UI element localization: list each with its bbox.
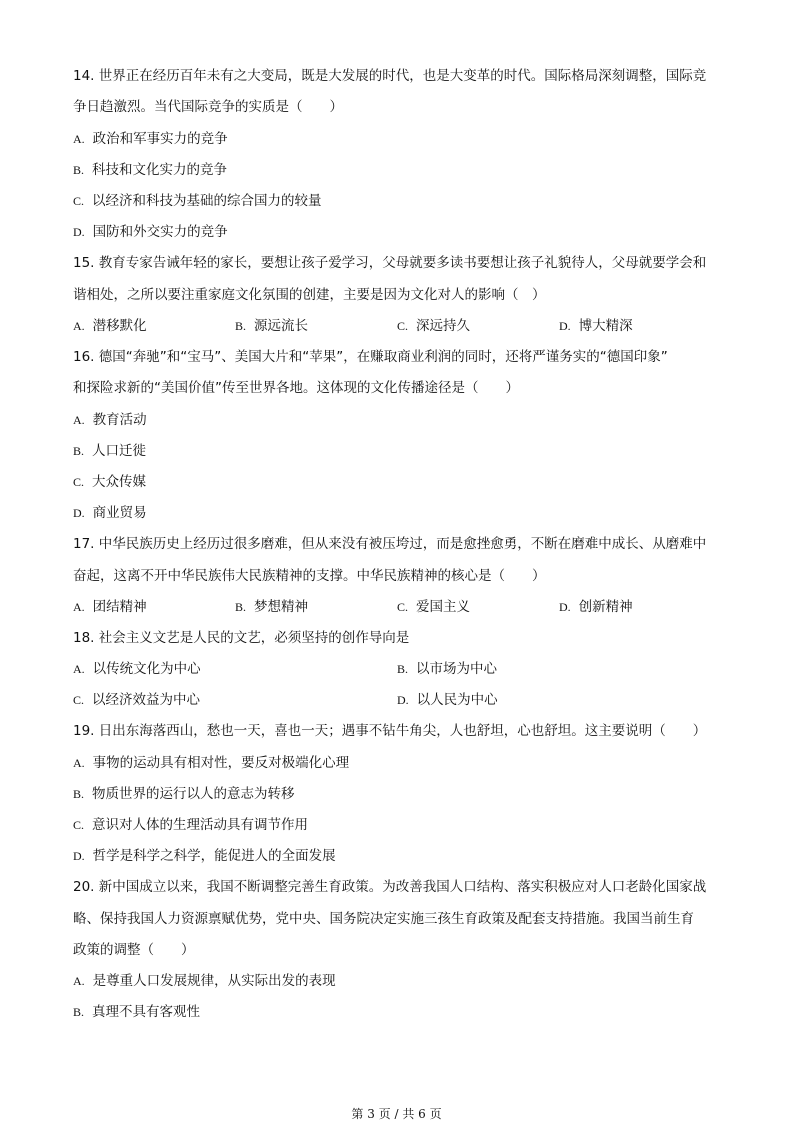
q18-option-c: C. 以经济效益为中心 [73,692,201,708]
q14-option-d: D. 国防和外交实力的竞争 [73,224,228,240]
q19-option-a: A. 事物的运动具有相对性，要反对极端化心理 [73,755,350,771]
q20-stem-line-1: 20. 新中国成立以来，我国不断调整完善生育政策。为改善我国人口结构、落实积极应对人口老龄化国家战 [73,879,707,895]
q20-option-b: B. 真理不具有客观性 [73,1004,201,1020]
q15-option-c: C. 深远持久 [397,318,471,334]
q15-option-d: D. 博大精深 [559,318,633,334]
q14-option-c: C. 以经济和科技为基础的综合国力的较量 [73,193,322,209]
q14-stem-line-1: 14. 世界正在经历百年未有之大变局，既是大发展的时代，也是大变革的时代。国际格局深刻调整，国际竞 [73,68,707,84]
q20-stem-line-3: 政策的调整（ ） [73,942,195,958]
q14-option-b: B. 科技和文化实力的竞争 [73,162,228,178]
q17-option-c: C. 爱国主义 [397,599,471,615]
q18-option-d: D. 以人民为中心 [397,692,498,708]
q18-stem-line-1: 18. 社会主义文艺是人民的文艺，必须坚持的创作导向是 [73,630,410,646]
q16-option-d: D. 商业贸易 [73,505,147,521]
q16-option-c: C. 大众传媒 [73,474,147,490]
q20-option-a: A. 是尊重人口发展规律，从实际出发的表现 [73,973,336,989]
q16-stem-line-2: 和探险求新的“美国价值”传至世界各地。这体现的文化传播途径是（ ） [73,380,519,396]
q17-stem-line-1: 17. 中华民族历史上经历过很多磨难，但从来没有被压垮过，而是愈挫愈勇，不断在磨难中成长、从磨难中 [73,536,707,552]
q17-stem-line-2: 奋起，这离不开中华民族伟大民族精神的支撑。中华民族精神的核心是（ ） [73,568,546,584]
q19-option-b: B. 物质世界的运行以人的意志为转移 [73,786,295,802]
q18-option-a: A. 以传统文化为中心 [73,661,201,677]
q19-option-c: C. 意识对人体的生理活动具有调节作用 [73,817,309,833]
q17-option-d: D. 创新精神 [559,599,633,615]
q19-stem-line-1: 19. 日出东海落西山，愁也一天，喜也一天；遇事不钻牛角尖，人也舒坦，心也舒坦。这主要说明（ ） [73,723,707,739]
q16-option-b: B. 人口迁徙 [73,443,147,459]
q16-stem-line-1: 16. 德国“奔驰”和“宝马”、美国大片和“苹果”，在赚取商业利润的同时，还将严谨务实的“德国印象” [73,349,668,365]
q19-option-d: D. 哲学是科学之科学，能促进人的全面发展 [73,848,336,864]
q14-stem-line-2: 争日趋激烈。当代国际竞争的实质是（ ） [73,99,343,115]
q15-stem-line-2: 谐相处，之所以要注重家庭文化氛围的创建，主要是因为文化对人的影响（ ） [73,287,546,303]
q16-option-a: A. 教育活动 [73,412,147,428]
q17-option-b: B. 梦想精神 [235,599,309,615]
q15-stem-line-1: 15. 教育专家告诫年轻的家长，要想让孩子爱学习，父母就要多读书要想让孩子礼貌待人，父母就要学会和 [73,255,707,271]
q15-option-b: B. 源远流长 [235,318,309,334]
page-footer: 第 3 页 / 共 6 页 [351,1107,442,1121]
q20-stem-line-2: 略、保持我国人力资源禀赋优势，党中央、国务院决定实施三孩生育政策及配套支持措施。我国当前生育 [73,911,694,927]
q18-option-b: B. 以市场为中心 [397,661,498,677]
q17-option-a: A. 团结精神 [73,599,147,615]
q14-option-a: A. 政治和军事实力的竞争 [73,131,228,147]
q15-option-a: A. 潜移默化 [73,318,147,334]
